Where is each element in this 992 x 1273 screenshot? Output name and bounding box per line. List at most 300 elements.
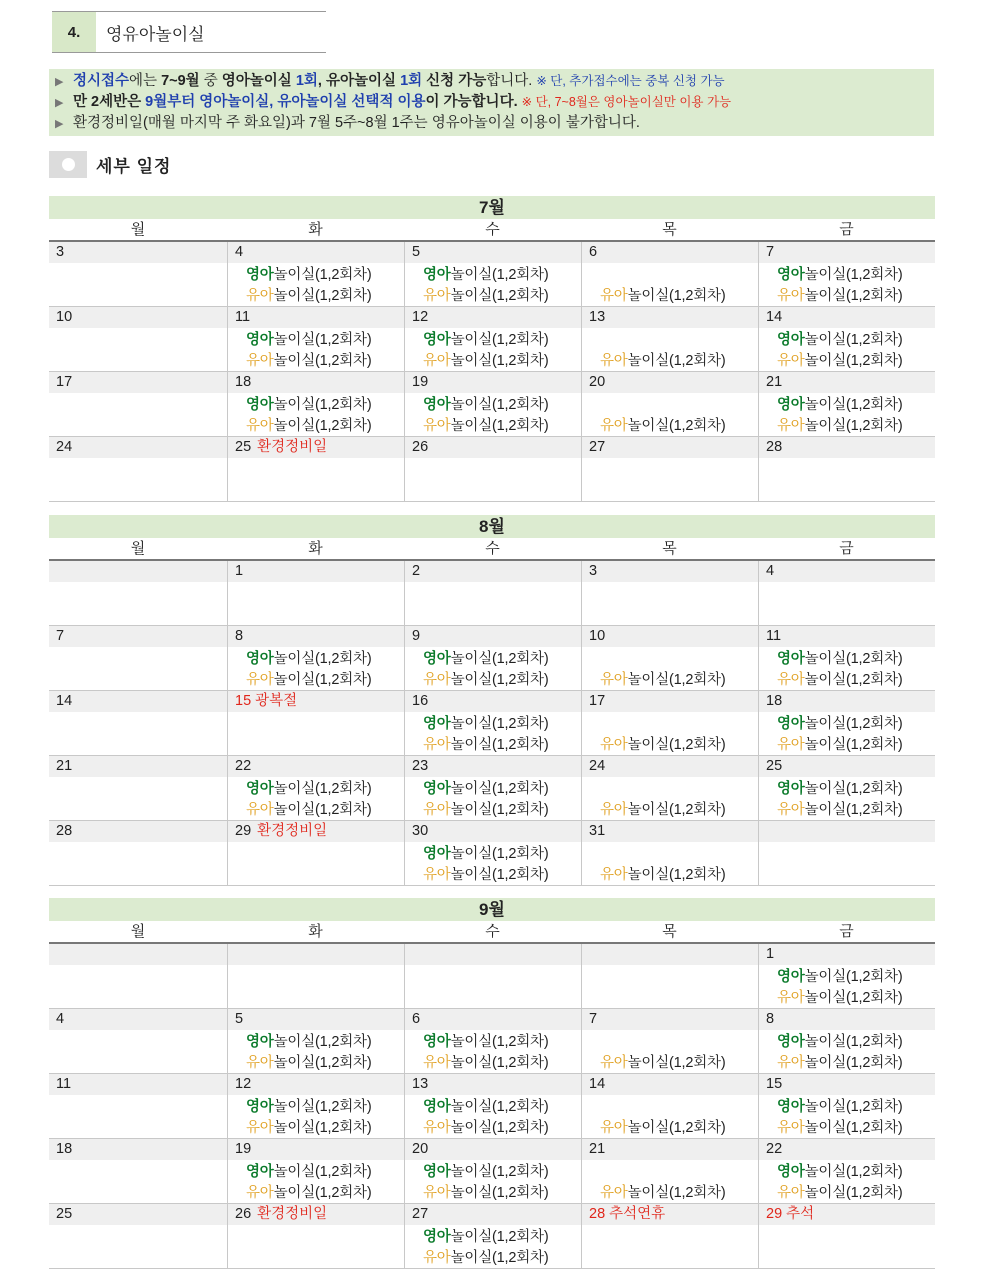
calendar-day [227, 1009, 404, 1073]
room-prefix: 유아 [600, 737, 628, 753]
room-suffix: 놀이실(1,2회차) [273, 418, 372, 434]
room-prefix: 영아 [423, 781, 451, 797]
day-number [759, 1009, 935, 1030]
day-label: 25 [235, 439, 252, 455]
day-label: 7 [766, 244, 775, 260]
room-prefix: 유아 [246, 672, 274, 688]
toddler-playroom-session [246, 798, 371, 819]
day-number [228, 242, 404, 263]
day-label: 8 [235, 628, 244, 644]
day-number [759, 1074, 935, 1095]
day-label: 11 [766, 628, 782, 644]
room-suffix: 놀이실(1,2회차) [804, 1185, 903, 1201]
notice-box [49, 69, 934, 136]
day-label: 15 [766, 1076, 783, 1092]
room-prefix: 영아 [777, 267, 805, 283]
day-label: 28 [766, 439, 783, 455]
calendar-day [227, 372, 404, 436]
room-suffix: 놀이실(1,2회차) [450, 802, 549, 818]
day-number [405, 821, 581, 842]
room-prefix: 유아 [777, 418, 805, 434]
calendar-day [758, 821, 935, 885]
day-label: 24 [589, 758, 606, 774]
room-suffix: 놀이실(1,2회차) [450, 781, 549, 797]
infant-playroom-session [423, 1160, 548, 1181]
calendar-day [404, 756, 581, 820]
room-suffix: 놀이실(1,2회차) [804, 288, 903, 304]
calendar-day [227, 691, 404, 755]
day-label: 10 [589, 628, 606, 644]
day-number [759, 1139, 935, 1160]
toddler-playroom-session [246, 414, 371, 435]
room-suffix: 놀이실(1,2회차) [804, 781, 903, 797]
room-suffix: 놀이실(1,2회차) [450, 1229, 549, 1245]
room-prefix: 유아 [423, 1185, 451, 1201]
toddler-playroom-session [246, 1181, 371, 1202]
calendar-week [49, 1074, 935, 1139]
day-label: 23 [412, 758, 429, 774]
day-number [582, 1074, 758, 1095]
toddler-playroom-session [423, 349, 548, 370]
day-number [405, 1074, 581, 1095]
day-label: 16 [412, 693, 429, 709]
month-calendar [49, 898, 935, 1269]
notice-line-3: ▶ 환경정비일(매월 마지막 주 화요일)과 7월 5주~8월 1주는 영유아놀이실 이용이 불가합니다. [49, 114, 934, 133]
room-suffix: 놀이실(1,2회차) [273, 781, 372, 797]
day-label: 14 [589, 1076, 606, 1092]
infant-playroom-session [423, 328, 548, 349]
toddler-playroom-session [423, 1051, 548, 1072]
day-number [405, 756, 581, 777]
toddler-playroom-session [600, 1116, 725, 1137]
day-number [49, 242, 227, 263]
calendar-week [49, 307, 935, 372]
weekday-header [49, 921, 935, 944]
calendar-day [758, 1074, 935, 1138]
day-number [228, 1074, 404, 1095]
day-number [405, 944, 581, 965]
day-label: 26 [235, 1206, 252, 1222]
day-number [582, 437, 758, 458]
day-label: 2 [412, 563, 421, 579]
calendar-day [49, 626, 227, 690]
calendar-day [404, 1009, 581, 1073]
day-number [759, 307, 935, 328]
room-prefix: 유아 [600, 1185, 628, 1201]
room-suffix: 놀이실(1,2회차) [450, 418, 549, 434]
day-number [228, 437, 404, 458]
room-suffix: 놀이실(1,2회차) [804, 969, 903, 985]
toddler-playroom-session [246, 349, 371, 370]
room-prefix: 영아 [423, 716, 451, 732]
day-number [582, 1139, 758, 1160]
toddler-playroom-session [600, 863, 725, 884]
room-suffix: 놀이실(1,2회차) [804, 990, 903, 1006]
calendar-day [49, 1009, 227, 1073]
room-suffix: 놀이실(1,2회차) [627, 1055, 726, 1071]
room-suffix: 놀이실(1,2회차) [627, 418, 726, 434]
day-label: 7 [589, 1011, 598, 1027]
infant-playroom-session [423, 1030, 548, 1051]
calendar-week [49, 691, 935, 756]
infant-playroom-session [777, 393, 902, 414]
weekday-label: 월 [130, 221, 146, 238]
room-prefix: 영아 [423, 1229, 451, 1245]
room-prefix: 영아 [777, 716, 805, 732]
day-number [759, 1204, 935, 1225]
calendar-week [49, 944, 935, 1009]
day-label: 3 [589, 563, 598, 579]
day-number [228, 561, 404, 582]
calendar-week [49, 626, 935, 691]
room-prefix: 유아 [777, 353, 805, 369]
day-number [582, 242, 758, 263]
room-prefix: 유아 [423, 1120, 451, 1136]
toddler-playroom-session [777, 798, 902, 819]
room-prefix: 유아 [423, 737, 451, 753]
holiday-label: 환경정비일 [257, 1206, 328, 1222]
room-suffix: 놀이실(1,2회차) [627, 802, 726, 818]
day-label: 9 [412, 628, 421, 644]
day-label: 26 [412, 439, 429, 455]
day-number [405, 561, 581, 582]
calendar-day [227, 626, 404, 690]
room-suffix: 놀이실(1,2회차) [450, 1250, 549, 1266]
day-number [49, 1074, 227, 1095]
calendar-day [404, 242, 581, 306]
calendar-day [227, 437, 404, 501]
room-suffix: 놀이실(1,2회차) [273, 353, 372, 369]
room-suffix: 놀이실(1,2회차) [627, 1120, 726, 1136]
month-calendar [49, 515, 935, 886]
calendar-day [49, 1139, 227, 1203]
calendar-day [581, 242, 758, 306]
calendar-day [581, 821, 758, 885]
room-prefix: 유아 [600, 418, 628, 434]
day-label: 27 [412, 1206, 429, 1222]
room-prefix: 영아 [777, 1164, 805, 1180]
room-prefix: 영아 [246, 1164, 274, 1180]
calendar-day [49, 1074, 227, 1138]
day-number [405, 1139, 581, 1160]
day-number [582, 561, 758, 582]
room-prefix: 유아 [600, 1055, 628, 1071]
room-prefix: 유아 [246, 353, 274, 369]
calendar-day [404, 1204, 581, 1268]
day-label: 12 [235, 1076, 252, 1092]
room-prefix: 유아 [246, 418, 274, 434]
room-prefix: 영아 [423, 1164, 451, 1180]
room-suffix: 놀이실(1,2회차) [273, 1055, 372, 1071]
calendar-day [404, 372, 581, 436]
infant-playroom-session [423, 842, 548, 863]
room-suffix: 놀이실(1,2회차) [273, 1099, 372, 1115]
toddler-playroom-session [423, 1116, 548, 1137]
day-number [405, 1009, 581, 1030]
room-prefix: 영아 [246, 397, 274, 413]
infant-playroom-session [423, 647, 548, 668]
calendar-day [581, 307, 758, 371]
room-prefix: 영아 [423, 651, 451, 667]
calendar-day [49, 756, 227, 820]
room-suffix: 놀이실(1,2회차) [450, 1034, 549, 1050]
room-suffix: 놀이실(1,2회차) [450, 1185, 549, 1201]
calendar-day [581, 1074, 758, 1138]
toddler-playroom-session [600, 1051, 725, 1072]
room-prefix: 영아 [423, 1099, 451, 1115]
weekday-label: 목 [662, 923, 677, 940]
room-prefix: 영아 [777, 651, 805, 667]
toddler-playroom-session [600, 798, 725, 819]
day-label: 13 [412, 1076, 429, 1092]
infant-playroom-session [423, 777, 548, 798]
calendar-week [49, 561, 935, 626]
room-suffix: 놀이실(1,2회차) [804, 802, 903, 818]
room-suffix: 놀이실(1,2회차) [627, 353, 726, 369]
toddler-playroom-session [777, 1051, 902, 1072]
calendar-week [49, 1204, 935, 1269]
infant-playroom-session [777, 965, 902, 986]
infant-playroom-session [777, 647, 902, 668]
day-number [228, 944, 404, 965]
day-number [228, 691, 404, 712]
infant-playroom-session [777, 1160, 902, 1181]
room-prefix: 유아 [777, 802, 805, 818]
month-title: 9월 [49, 898, 935, 921]
weekday-label: 화 [308, 923, 323, 940]
room-suffix: 놀이실(1,2회차) [450, 867, 549, 883]
day-label: 3 [56, 244, 65, 260]
room-prefix: 유아 [423, 418, 451, 434]
room-suffix: 놀이실(1,2회차) [273, 1034, 372, 1050]
day-label: 7 [56, 628, 65, 644]
toddler-playroom-session [423, 1246, 548, 1267]
room-suffix: 놀이실(1,2회차) [804, 716, 903, 732]
calendar-day [581, 372, 758, 436]
room-prefix: 영아 [777, 969, 805, 985]
day-label: 24 [56, 439, 73, 455]
weekday-label: 목 [662, 221, 677, 238]
room-suffix: 놀이실(1,2회차) [273, 651, 372, 667]
month-title: 7월 [49, 196, 935, 219]
room-suffix: 놀이실(1,2회차) [804, 672, 903, 688]
day-number [759, 691, 935, 712]
room-suffix: 놀이실(1,2회차) [804, 1120, 903, 1136]
room-prefix: 유아 [423, 672, 451, 688]
room-prefix: 영아 [423, 332, 451, 348]
day-label: 14 [766, 309, 783, 325]
weekday-label: 수 [485, 923, 500, 940]
infant-playroom-session [246, 647, 371, 668]
calendar-day [404, 691, 581, 755]
calendar-day [758, 756, 935, 820]
room-suffix: 놀이실(1,2회차) [450, 267, 549, 283]
room-suffix: 놀이실(1,2회차) [273, 1120, 372, 1136]
infant-playroom-session [246, 263, 371, 284]
room-prefix: 영아 [246, 267, 274, 283]
room-suffix: 놀이실(1,2회차) [804, 267, 903, 283]
room-suffix: 놀이실(1,2회차) [273, 397, 372, 413]
calendar-day [758, 1009, 935, 1073]
room-prefix: 유아 [423, 353, 451, 369]
day-number [49, 944, 227, 965]
calendar-week [49, 821, 935, 886]
day-label: 27 [589, 439, 606, 455]
room-suffix: 놀이실(1,2회차) [450, 1120, 549, 1136]
room-suffix: 놀이실(1,2회차) [627, 737, 726, 753]
day-number [582, 756, 758, 777]
day-number [228, 1204, 404, 1225]
calendar-day [758, 626, 935, 690]
calendar-week [49, 756, 935, 821]
room-suffix: 놀이실(1,2회차) [804, 737, 903, 753]
room-prefix: 영아 [777, 1099, 805, 1115]
calendar-day [404, 626, 581, 690]
calendar-day [227, 242, 404, 306]
weekday-label: 목 [662, 540, 677, 557]
day-number [582, 691, 758, 712]
day-label: 21 [589, 1141, 606, 1157]
day-label: 1 [235, 563, 244, 579]
toddler-playroom-session [777, 1116, 902, 1137]
holiday-label: 환경정비일 [257, 439, 328, 455]
day-number [582, 307, 758, 328]
bullet-circle-icon [49, 151, 87, 178]
room-prefix: 영아 [777, 781, 805, 797]
room-prefix: 유아 [777, 672, 805, 688]
toddler-playroom-session [246, 668, 371, 689]
calendar-day [49, 307, 227, 371]
arrow-right-icon: ▶ [55, 118, 64, 130]
weekday-header [49, 538, 935, 561]
room-suffix: 놀이실(1,2회차) [804, 1164, 903, 1180]
day-label: 19 [412, 374, 429, 390]
day-label: 17 [589, 693, 606, 709]
calendar-day [49, 437, 227, 501]
room-suffix: 놀이실(1,2회차) [627, 867, 726, 883]
calendar-day [404, 944, 581, 1008]
day-label: 6 [589, 244, 598, 260]
room-prefix: 유아 [600, 672, 628, 688]
day-label: 11 [56, 1076, 72, 1092]
calendar-day [581, 437, 758, 501]
calendar-day [404, 1139, 581, 1203]
room-suffix: 놀이실(1,2회차) [804, 397, 903, 413]
calendar-day [404, 561, 581, 625]
room-suffix: 놀이실(1,2회차) [450, 672, 549, 688]
day-label: 20 [589, 374, 606, 390]
room-prefix: 유아 [423, 1250, 451, 1266]
day-number [582, 1204, 758, 1225]
calendar-day [49, 691, 227, 755]
day-number [49, 372, 227, 393]
day-number [582, 1009, 758, 1030]
calendar-day [758, 944, 935, 1008]
room-suffix: 놀이실(1,2회차) [450, 397, 549, 413]
calendar-day [227, 307, 404, 371]
day-number [49, 756, 227, 777]
notice-note-2: ※ 단, 7~8월은 영아놀이실만 이용 가능 [521, 95, 732, 109]
room-prefix: 유아 [777, 288, 805, 304]
room-prefix: 영아 [777, 1034, 805, 1050]
calendar-week [49, 242, 935, 307]
day-label: 19 [235, 1141, 252, 1157]
calendar-day [758, 691, 935, 755]
infant-playroom-session [777, 712, 902, 733]
day-number [49, 821, 227, 842]
calendar-day [758, 561, 935, 625]
day-number [759, 242, 935, 263]
calendar-day [758, 437, 935, 501]
calendar-day [581, 1139, 758, 1203]
room-suffix: 놀이실(1,2회차) [273, 1164, 372, 1180]
room-prefix: 유아 [777, 737, 805, 753]
toddler-playroom-session [777, 1181, 902, 1202]
room-prefix: 유아 [777, 1055, 805, 1071]
toddler-playroom-session [777, 349, 902, 370]
toddler-playroom-session [423, 863, 548, 884]
weekday-label: 금 [839, 923, 854, 940]
infant-playroom-session [423, 712, 548, 733]
toddler-playroom-session [600, 349, 725, 370]
toddler-playroom-session [777, 668, 902, 689]
calendar-day [581, 691, 758, 755]
month-title: 8월 [49, 515, 935, 538]
room-suffix: 놀이실(1,2회차) [273, 1185, 372, 1201]
room-suffix: 놀이실(1,2회차) [450, 1164, 549, 1180]
calendar-day [404, 1074, 581, 1138]
day-label: 21 [766, 374, 783, 390]
room-prefix: 유아 [600, 288, 628, 304]
day-label: 17 [56, 374, 73, 390]
calendar-day [758, 242, 935, 306]
toddler-playroom-session [777, 733, 902, 754]
room-suffix: 놀이실(1,2회차) [804, 418, 903, 434]
day-label: 10 [56, 309, 73, 325]
calendar-day [227, 756, 404, 820]
weekday-header [49, 219, 935, 242]
room-prefix: 영아 [423, 1034, 451, 1050]
day-label: 22 [235, 758, 252, 774]
calendar-day [404, 437, 581, 501]
day-label: 22 [766, 1141, 783, 1157]
day-number [759, 437, 935, 458]
day-number [49, 561, 227, 582]
infant-playroom-session [423, 263, 548, 284]
infant-playroom-session [777, 777, 902, 798]
day-label: 31 [589, 823, 606, 839]
section-title: 영유아놀이실 [106, 24, 205, 44]
calendar-day [49, 561, 227, 625]
room-prefix: 유아 [600, 1120, 628, 1136]
day-number [228, 821, 404, 842]
calendar-day [758, 372, 935, 436]
day-number [405, 1204, 581, 1225]
room-prefix: 유아 [423, 288, 451, 304]
weekday-label: 금 [839, 540, 854, 557]
infant-playroom-session [423, 1225, 548, 1246]
infant-playroom-session [246, 1095, 371, 1116]
calendar-day [49, 372, 227, 436]
room-suffix: 놀이실(1,2회차) [273, 288, 372, 304]
room-prefix: 유아 [423, 1055, 451, 1071]
toddler-playroom-session [246, 284, 371, 305]
day-number [405, 242, 581, 263]
room-suffix: 놀이실(1,2회차) [804, 1055, 903, 1071]
notice-line-2: ▶ 만 2세반은 9월부터 영아놀이실, 유아놀이실 선택적 이용이 가능합니다. ※ 단, 7~8월은 영아놀이실만 이용 가능 [49, 93, 934, 112]
infant-playroom-session [246, 393, 371, 414]
room-prefix: 유아 [777, 1185, 805, 1201]
